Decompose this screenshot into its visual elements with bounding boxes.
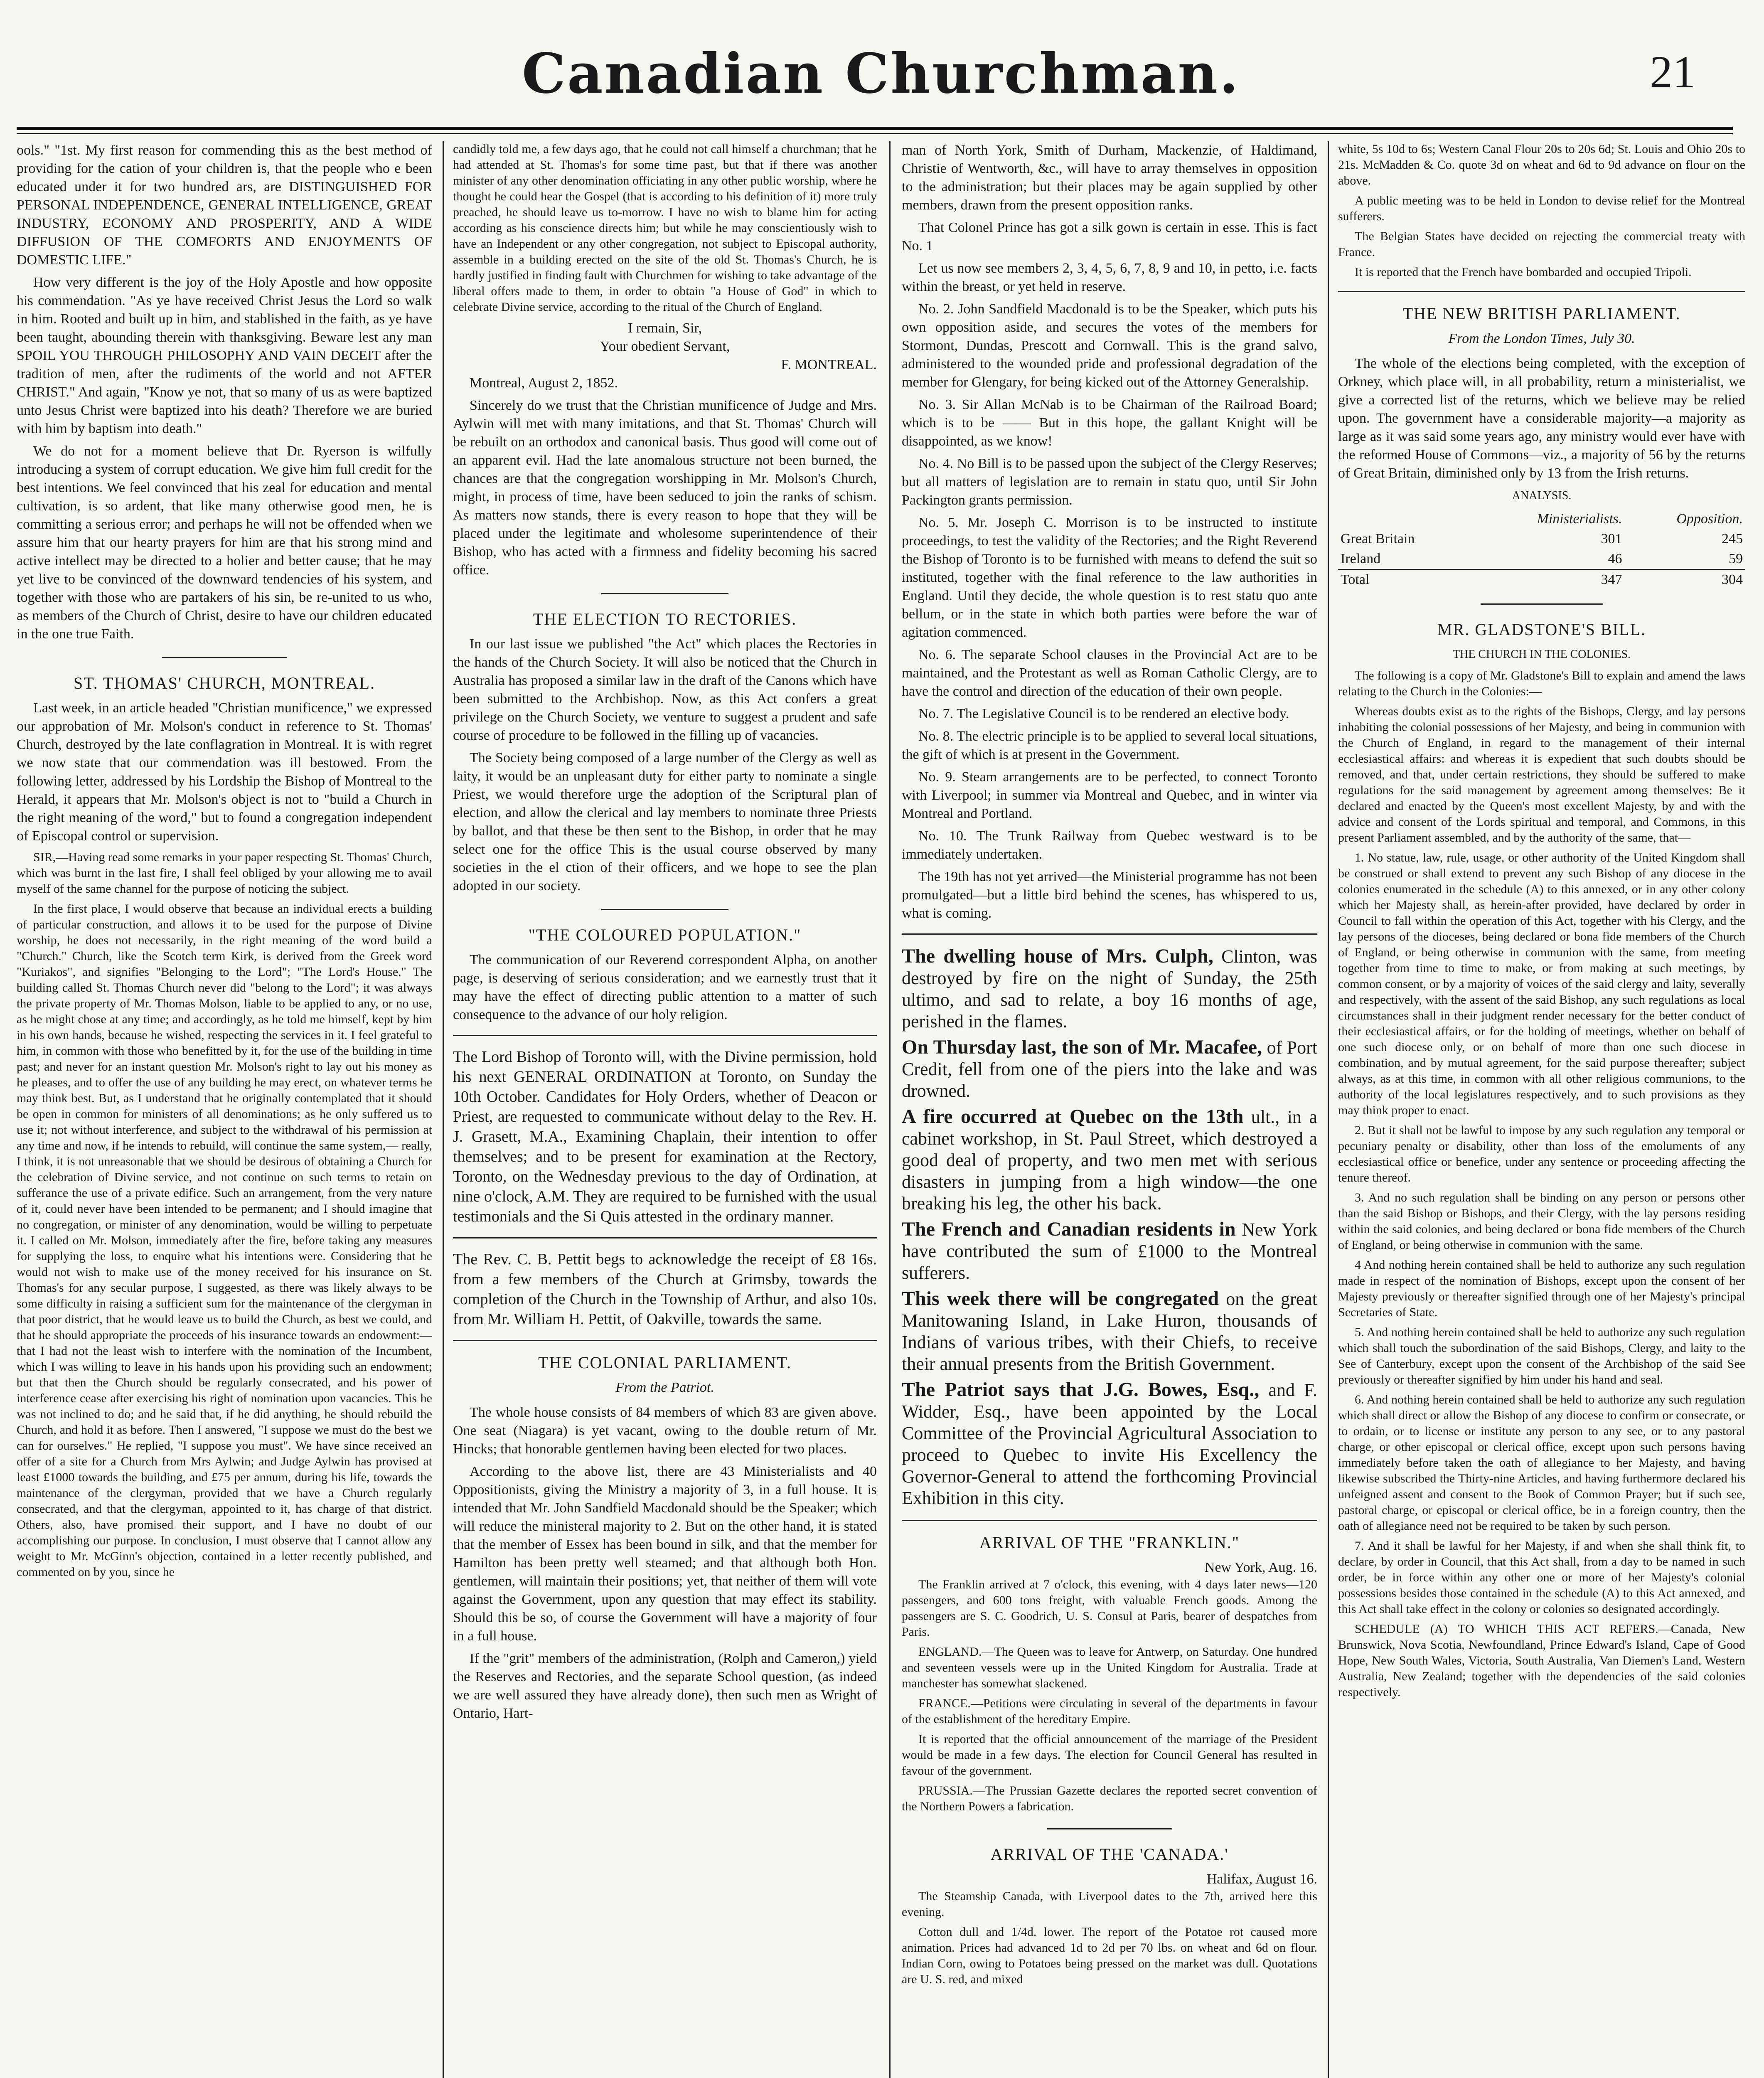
masthead-rule-thin [17,133,1733,134]
article-paragraph: No. 5. Mr. Joseph C. Morrison is to be instructed to institute proceedings, to test the validity of the Rectories; and the Right Reverend the Bishop of Toronto is to be furnished with means to defend the suit so instituted, together with the final reference to the law authorities in England. Until they decide, the whole question is to rest statu quo ante bellum, or in the state in which both parties were before the war of agitation commenced. [902,515,1317,640]
bill-paragraph: 4 And nothing herein contained shall be held to authorize any such regulation made in respect of the nomination of Bishops, except upon the consent of her Majesty previously or thereafter signified through one of her Majesty's principal Secretaries of State. [1338,1258,1745,1319]
letter-closing: Your obedient Servant, [600,339,730,354]
article-paragraph: man of North York, Smith of Durham, Mackenzie, of Haldimand, Christie of Wentworth, &c., will have to array themselves in opposition to the administration; but their places may be again supplied by other members, drawn from the present opposition ranks. [902,143,1317,213]
article-paragraph: In our last issue we published "the Act" which places the Rectories in the hands of the Church Society. It will also be noticed that the Church in Australia has proposed a similar law in the draft of the Canons which have been submitted to the Archbishop. Now, as this Act confers a great privilege on the Church Society, we venture to suggest a prudent and safe course of procedure to be followed in the filling up of vacancies. [453,636,877,743]
section-divider [902,1824,1317,1833]
article-paragraph: Sincerely do we trust that the Christian munificence of Judge and Mrs. Aylwin will met with many imitations, and that St. Thomas' Church will be rebuilt on an orthodox and canonical basis. Thus good will come out of an apparent evil. Had the late anomalous structure not been burned, the chances are that the congregation worshipping in Mr. Molson's Church, might, in process of time, have been seduced to join the ranks of schism. As matters now stands, there is every reason to hope that they will be placed under the legitimate and wholesome superintendence of their Bishop, who has acted with a firmness and fidelity becoming his sacred office. [453,398,877,578]
news-paragraph: white, 5s 10d to 6s; Western Canal Flour 20s to 20s 6d; St. Louis and Ohio 20s to 21s. McMadden & Co. quote 3d on wheat and 6d to 9d advance on flour on the above. [1338,142,1745,187]
news-item-lead: The dwelling house of Mrs. Culph, [902,945,1213,967]
section-rule [453,1237,877,1238]
news-item-lead: This week there will be congregated [902,1288,1219,1310]
news-item-text: New York have contributed the sum of £1000 to the Montreal sufferers. [902,1219,1317,1283]
article-heading: ARRIVAL OF THE "FRANKLIN." [979,1533,1240,1552]
article-paragraph: The 19th has not yet arrived—the Ministerial programme has not been promulgated—but a little bird behind the scenes, has whispered to us, what is coming. [902,869,1317,921]
news-item [902,1106,1317,1214]
column-4 [1338,141,1745,2078]
letter-dateline: Montreal, August 2, 1852. [470,375,618,391]
news-item [902,1379,1317,1509]
article-heading: THE COLONIAL PARLIAMENT. [538,1353,792,1372]
table-row [1338,569,1745,590]
article-subheading: THE CHURCH IN THE COLONIES. [1452,648,1631,661]
news-item [902,1288,1317,1375]
section-divider [1338,600,1745,608]
article-heading: THE ELECTION TO RECTORIES. [533,610,797,628]
dateline: Halifax, August 16. [1206,1871,1317,1887]
article-paragraph: No. 8. The electric principle is to be applied to several local situations, the gift of which is at present in the Government. [902,729,1317,762]
article-paragraph: No. 2. John Sandfield Macdonald is to be the Speaker, which puts his own opposition aside, and secures the votes of the members for Stormont, Dundas, Prescott and Cornwall. This is the grand salvo, administered to the wounded pride and professional degradation of the member for Glengary, for being kicked out of the Attorney Generalship. [902,301,1317,390]
article-heading: ST. THOMAS' CHURCH, MONTREAL. [73,674,375,692]
news-paragraph: It is reported that the official announcement of the marriage of the President would be made in a few days. The election for Council General has resulted in favour of the government. [902,1732,1317,1778]
article-paragraph: The Society being composed of a large number of the Clergy as well as laity, it would be an unpleasant duty for either party to nominate a single Priest, we would therefore urge the adoption of the Scriptural plan of election, and allow the clerical and lay members to nominate three Priests by ballot, and that these be then sent to the Bishop, in order that he may select one for the office This is the usual course observed by many societies in the el ction of their officers, and we hope to see the plan adopted in our society. [453,750,877,894]
table-cell: Total [1341,572,1370,587]
column-divider [443,141,444,2078]
news-item-text: on the great Manitowaning Island, in Lake Huron, thousands of Indians of various tribes, with their Chiefs, to receive their annual presents from the British Government. [902,1289,1317,1374]
news-paragraph: A public meeting was to be held in London to devise relief for the Montreal sufferers. [1338,194,1745,223]
table-cell: 245 [1722,531,1743,547]
bill-paragraph: 1. No statue, law, rule, usage, or other authority of the United Kingdom shall be construed or shall extend to prevent any such Bishop of any diocese in the colonies enumerated in the schedule (A) to this annexed, or in any other colony which her Majesty shall, as herein-after provided, have declared by order in Council to fall within the operation of this Act, together with his Clergy, and the lay persons of the dioceses, being declared or bona fide members of the Church of England, or being otherwise in communion with the same, from meeting together from time to time to make, or from making at such meetings, by common consent, or by a majority of voices of the said clergy and laity, severally and respectively, with the assent of the said Bishop, any such regulations as local circumstances shall in their judgment render necessary for the better conduct of their ecclesiastical affairs, or for the holding of meetings, whether on behalf of one such diocese only, or on behalf of more than one such diocese in combination, and by mutual agreement, for the said purpose thereafter; subject always, as at this time, in common with all other religious communions, to the authority of the local legislatures respectively, and to such provisions as they may think proper to enact. [1338,851,1745,1117]
article-paragraph: The whole house consists of 84 members of which 83 are given above. One seat (Niagara) is yet vacant, owing to the double return of Mr. Hincks; that honorable gentlemen having been elected for two places. [453,1405,877,1457]
section-rule [902,1520,1317,1521]
article-paragraph: Let us now see members 2, 3, 4, 5, 6, 7, 8, 9 and 10, in petto, i.e. facts within the breast, or yet held in reserve. [902,261,1317,294]
article-paragraph: How very different is the joy of the Holy Apostle and how opposite his commendation. "As ye have received Christ Jesus the Lord so walk in him. Rooted and built up in him, and stablished in the faith, as ye have been taught, abounding therein with thanksgiving. Beware lest any man SPOIL YOU THROUGH PHILOSOPHY AND VAIN DECEIT after the tradition of men, after the rudiments of the world and not AFTER CHRIST." And again, "Know ye not, that so many of us as were baptized unto Jesus Christ were baptized into his death? Therefore we are buried with him by baptism into death." [17,275,432,436]
article-paragraph: No. 4. No Bill is to be passed upon the subject of the Clergy Reserves; but all matters of legislation are to remain in statu quo, until Sir John Packington grants permission. [902,456,1317,508]
bill-paragraph: 3. And no such regulation shall be binding on any person or persons other than the said Bishop or Bishops, and their Clergy, with the lay persons residing within the said colonies, and being declared or bona fide members of the Church of England, or being otherwise in communion with the same. [1338,1191,1745,1252]
article-paragraph: Last week, in an article headed "Christian munificence," we expressed our approbation of Mr. Molson's conduct in reference to St. Thomas' Church, destroyed by the late conflagration in Montreal. It is with regret we now state that our commendation was ill bestowed. From the following letter, addressed by his Lordship the Bishop of Montreal to the Herald, it appears that Mr. Molson's object is not to "build a Church in the right meaning of the word," but to found a congregation independent of Episcopal control or supervision. [17,700,432,844]
section-rule [453,1340,877,1341]
news-item-text: of Port Credit, fell from one of the piers into the lake and was drowned. [902,1037,1317,1101]
section-rule [902,933,1317,935]
news-item-lead: The French and Canadian residents in [902,1218,1236,1240]
news-item-text: Clinton, was destroyed by fire on the night of Sunday, the 25th ultimo, and sad to relate, a boy 16 months of age, perished in the flames. [902,946,1317,1032]
news-item-lead: On Thursday last, the son of Mr. Macafee, [902,1036,1262,1058]
notice-paragraph: The Lord Bishop of Toronto will, with the Divine permission, hold his next GENERAL ORDINATION at Toronto, on Sunday the 10th October. Candidates for Holy Orders, whether of Deacon or Priest, are requested to communicate without delay to the Rev. H. J. Grasett, M.A., Examining Chaplain, their intention to offer themselves; and to be present for examination at the Rectory, Toronto, on the Wednesday previous to the day of Ordination, at nine o'clock, A.M. They are required to be furnished with the usual testimonials and the Si Quis attested in the ordinary manner. [453,1048,877,1225]
section-divider [453,589,877,598]
table-header: Ministerialists. [1537,511,1622,527]
news-paragraph: PRUSSIA.—The Prussian Gazette declares the reported secret convention of the Northern Powers a fabrication. [902,1784,1317,1813]
article-paragraph: According to the above list, there are 43 Ministerialists and 40 Oppositionists, giving the Ministry a majority of 3, in a full house. It is intended that Mr. John Sandfield Macdonald should be the Speaker; which will reduce the ministeral majority to 2. But on the other hand, it is stated that the member of Essex has been bound in silk, and that the member for Hamilton has been pretty well steamed; and that although both Hon. gentlemen, will maintain their positions; yet, that neither of them will vote against the Government, upon any question that may effect its stability. Should this be so, of course the Government will have a majority of four in a full house. [453,1464,877,1644]
column-1 [17,141,432,2078]
article-paragraph: No. 9. Steam arrangements are to be perfected, to connect Toronto with Liverpool; in summer via Montreal and Quebec, and in winter via Montreal and Portland. [902,769,1317,821]
table-cell: 347 [1601,572,1622,587]
article-paragraph: The communication of our Reverend correspondent Alpha, on another page, is deserving of serious consideration; and we earnestly trust that it may have the effect of directing public attention to a matter of such consequence to the advance of our holy religion. [453,952,877,1022]
letter-paragraph: In the first place, I would observe that because an individual erects a building of particular construction, and allows it to be used for the purpose of Divine worship, he does not necessarily, in the right meaning of the word build a "Church." Church, like the Scotch term Kirk, is derived from the Greek word "Kuriakos", and signifies "Belonging to the Lord"; "The Lord's House." The building called St. Thomas Church never did "belong to the Lord"; it was always the private property of Mr. Thomas Molson, liable to be applied to any, or no use, as he might chose at any time; and accordingly, as he told me himself, kept by him in his own hands, because he wished, respecting the services in it. I feel grateful to him, in common with those who benefitted by it, for the use of the building in time past; and never for an instant question Mr. Molson's right to lay out his money as he pleases, and to offer the use of any building he may erect, on whatever terms he may think best. But, as I understand that he originally contemplated that it should be open in common for ministers of all denominations; as he only suffered us to use it; not without interference, and subject to the withdrawal of his permission at any time and now, if he intends to rebuild, will continue the same system,— really, I think, it is not unreasonable that we should be desirous of obtaining a Church for the celebration of Divine service, and not continue on such terms to retain on sufferance the use of a private edifice. Such an arrangement, from the very nature of it, could never have been intended to be permanent; and I should imagine that no congregation, or minister of any denomination, would be willing to perpetuate it. I called on Mr. Molson, immediately after the fire, before taking any measures for supplying the loss, to enquire what his intentions were. Considering that he would not wish to make use of the money received for his insurance on St. Thomas's for any secular purpose, I suggested, as there was likely always to be some difficulty in raising a sufficient sum for the maintenance of the clergyman in that poor district, that he would leave us to build the Church, as best we could, and that he should appropriate the proceeds of his insurance towards an endowment:—that I had not the least wish to interfere with the nomination of the Incumbent, which I was willing to leave in his hands upon his providing such an endowment; but that then the Church should be regularly consecrated, and his power of interference cease after exercising his right of nomination upon vacancies. This he was not inclined to do; and he said that, if he did anything, he should rebuild the Church, and hold it as before. Then I answered, "I suppose we must do the best we can for ourselves." He replied, "I suppose you must". We have since received an offer of a site for a Church from Mrs Aylwin; and Judge Aylwin has provised at least £1000 towards the building, and £75 per annum, during his life, towards the maintenance of the clergyman, provided that we have a Church regularly consecrated, and that the clergyman, appointed to it, has charge of that district. Others, also, have promised their support, and I have no doubt of our accomplishing our purpose. In conclusion, I must observe that I cannot allow any weight to Mr. McGinn's objection, contained in a letter recently published, and commented on by you, since he [17,902,432,1579]
news-item [902,945,1317,1032]
table-cell: 46 [1608,551,1622,566]
analysis-title: ANALYSIS. [1512,489,1572,502]
masthead-rule [17,127,1733,130]
column-2 [453,141,877,2078]
news-item-lead: A fire occurred at Quebec on the 13th [902,1105,1244,1128]
bill-paragraph: 7. And it shall be lawful for her Majesty, if and when she shall think fit, to declare, by order in Council, that this Act shall, from a day to be named in such order, be in force within any other one or more of her Majesty's colonial possessions besides those contained in the schedule (A) to this Act annexed, and this Act shall take effect in the colony or colonies so designated accordingly. [1338,1539,1745,1616]
column-3 [902,141,1317,2078]
article-paragraph: We do not for a moment believe that Dr. Ryerson is wilfully introducing a system of corrupt education. We give him full credit for the best intentions. We feel convinced that his zeal for education and mental cultivation, is so ardent, that like many otherwise good men, he is committing a serious error; and perhaps he will not be offended when we assure him that our hearty prayers for him are that his strong mind and active intellect may be directed to a holier and better cause; that he may yet live to be convinced of the downward tendencies of his system, and together with those who are partakers of his sin, be re-united to us who, as members of the Church of Christ, desire to have our children educated in the one true Faith. [17,443,432,642]
page-number: 21 [1650,47,1695,97]
article-heading: MR. GLADSTONE'S BILL. [1437,620,1646,639]
table-cell: 59 [1729,551,1743,566]
letter-paragraph: candidly told me, a few days ago, that he could not call himself a churchman; that he had attended at St. Thomas's for some time past, but that if there was another minister of any other denomination officiating in any other public worship, where he thought he could hear the Gospel (that is according to his definition of it) more truly preached, he should leave us to-morrow. I have no wish to blame him for acting according as his conscience directs him; but while he may conscientiously wish to have an Independent or any other congregation, not subject to Episcopal authority, assemble in a building erected on the site of the old St. Thomas's Church, he is hardly justified in finding fault with Churchmen for wishing to take advantage of the liberal offers made to them, in order to obtain "a House of God" in which to celebrate Divine service, according to the ritual of the Church of England. [453,142,877,314]
news-paragraph: The Franklin arrived at 7 o'clock, this evening, with 4 days later news—120 passengers, and 600 tons freight, with valuable French goods. Among the passengers are S. C. Goodrich, U. S. Consul at Paris, bearer of despatches from Paris. [902,1578,1317,1639]
article-paragraph: That Colonel Prince has got a silk gown is certain in esse. This is fact No. 1 [902,220,1317,254]
news-paragraph: It is reported that the French have bombarded and occupied Tripoli. [1355,265,1692,279]
letter-closing: I remain, Sir, [627,320,702,336]
bill-paragraph: Whereas doubts exist as to the rights of the Bishops, Clergy, and lay persons inhabiting the colonial possessions of her Majesty, and being in communion with the Church of England, in regard to the management of their internal ecclesiastical affairs: and whereas it is expedient that such doubts should be removed, and that, under certain restrictions, they should be suffered to make regulations for the said management by agreement among themselves: Be it declared and enacted by the Queen's most excellent Majesty, by and with the advice and consent of the Lords spiritual and temporal, and Commons, in this present Parliament assembled, and by the authority of the same, that— [1338,704,1745,844]
article-heading: "THE COLOURED POPULATION." [528,926,802,944]
news-paragraph: The Belgian States have decided on rejecting the commercial treaty with France. [1338,229,1745,259]
bill-paragraph: 6. And nothing herein contained shall be held to authorize any such regulation which shall direct or allow the Bishop of any diocese to confirm or consecrate, or to ordain, or to license or institute any person to any see, or to any pastoral charge, or other episcopal or clerical office, except upon such persons having immediately before taken the oath of allegiance to her Majesty, and having likewise subscribed the Thirty-nine Articles, and having furthermore declared his unfeigned assent and consent to the Book of Common Prayer; but if such see, pastoral charge, or episcopal or clerical office, be in a foreign country, then the oath of allegiance need not be required to be taken by such person. [1338,1393,1745,1533]
letter-paragraph: SIR,—Having read some remarks in your paper respecting St. Thomas' Church, which was burnt in the last fire, I shall feel obliged by your allowing me to avail myself of the same channel for the purpose of noticing the subject. [17,850,432,896]
column-divider [889,141,891,2078]
newspaper-title: Canadian Churchman. [522,42,1240,106]
article-source: From the Patriot. [615,1380,714,1395]
article-paragraph: No. 10. The Trunk Railway from Quebec westward is to be immediately undertaken. [902,828,1317,862]
news-item [902,1219,1317,1284]
table-cell: 304 [1722,572,1743,587]
section-divider [17,653,432,662]
column-divider [1328,141,1329,2078]
article-paragraph: No. 3. Sir Allan McNab is to be Chairman of the Railroad Board; which is to be —— But in this hope, the gallant Knight will be disappointed, as we know! [902,397,1317,449]
news-paragraph: ENGLAND.—The Queen was to leave for Antwerp, on Saturday. One hundred and seventeen vessels were up in the United Kingdom for Australia. Trade at manchester has somewhat slackened. [902,1645,1317,1690]
bill-paragraph: SCHEDULE (A) TO WHICH THIS ACT REFERS.—Canada, New Brunswick, Nova Scotia, Newfoundland, Prince Edward's Island, Cape of Good Hope, New South Wales, Victoria, South Australia, Van Diemen's Land, Western Australia, New Zealand; together with the dependencies of the said colonies respectively. [1338,1622,1745,1699]
article-paragraph: No. 6. The separate School clauses in the Provincial Act are to be maintained, and the Protestant as well as Roman Catholic Clergy, are to have the control and direction of the education of their own people. [902,647,1317,699]
letter-signature: F. MONTREAL. [781,357,877,372]
table-row [1338,529,1745,549]
section-divider [453,905,877,913]
article-heading: ARRIVAL OF THE 'CANADA.' [990,1845,1229,1864]
news-paragraph: Cotton dull and 1/4d. lower. The report of the Potatoe rot caused more animation. Prices had advanced 1d to 2d per 70 lbs. on wheat and 6d on flour. Indian Corn, owing to Potatoes being pressed on the market was dull. Quotations are U. S. red, and mixed [902,1925,1317,1986]
news-item-text: ult., in a cabinet workshop, in St. Paul Street, which destroyed a good deal of property, and two men met with serious disasters in jumping from a high window—the one breaking his leg, the other his back. [902,1107,1317,1214]
article-paragraph: If the "grit" members of the administration, (Rolph and Cameron,) yield the Reserves and Rectories, and the separate School question, (as indeed we are well assured they have already done), then such men as Wright of Ontario, Hart- [453,1651,877,1721]
news-paragraph: FRANCE.—Petitions were circulating in several of the departments in favour of the establishment of the hereditary Empire. [902,1696,1317,1726]
section-rule [1338,291,1745,292]
table-cell: Great Britain [1341,531,1415,547]
analysis-table [1338,509,1745,590]
table-header: Opposition. [1676,511,1743,527]
article-source: From the London Times, July 30. [1448,331,1635,346]
section-rule [453,1035,877,1036]
article-heading: THE NEW BRITISH PARLIAMENT. [1402,304,1681,323]
article-paragraph: No. 7. The Legislative Council is to be rendered an elective body. [918,706,1289,721]
table-header-row [1338,509,1745,529]
table-cell: Ireland [1341,551,1381,566]
news-item-text: and F. Widder, Esq., have been appointed by the Local Committee of the Provincial Agricultural Association to proceed to Quebec to invite His Excellency the Governor-General to attend the forthcoming Provincial Exhibition in this city. [902,1380,1317,1508]
notice-paragraph: The Rev. C. B. Pettit begs to acknowledge the receipt of £8 16s. from a few members of the Church at Grimsby, towards the completion of the Church in the Township of Arthur, and also 10s. from Mr. William H. Pettit, of Oakville, towards the same. [453,1251,877,1328]
article-paragraph: The whole of the elections being completed, with the exception of Orkney, which place will, in all probability, return a ministerialist, we give a corrected list of the returns, which we believe may be relied upon. The government have a considerable majority—a majority as large as it was said some years ago, any ministry would ever have with the reformed House of Commons—viz., a majority of 56 by the returns of Great Britain, diminished only by 13 from the Irish returns. [1338,356,1745,481]
table-cell: 301 [1601,531,1622,547]
table-row [1338,549,1745,569]
dateline: New York, Aug. 16. [1204,1560,1317,1575]
bill-paragraph: The following is a copy of Mr. Gladstone's Bill to explain and amend the laws relating to the Church in the Colonies:— [1338,669,1745,698]
masthead [66,33,1695,108]
bill-paragraph: 5. And nothing herein contained shall be held to authorize any such regulation which shall touch the subordination of the said Bishops, Clergy, and laity to the See of Canterbury, except upon the consent of the Archbishop of the said See previously or thereafter signified by him under his hand and seal. [1338,1325,1745,1386]
news-item-lead: The Patriot says that J.G. Bowes, Esq., [902,1379,1260,1401]
bill-paragraph: 2. But it shall not be lawful to impose by any such regulation any temporal or pecuniary penalty or disability, other than loss of the emoluments of any ecclesiastical office or benefice, under any sentence or proceeding affecting the tenure thereof. [1338,1123,1745,1184]
news-paragraph: The Steamship Canada, with Liverpool dates to the 7th, arrived here this evening. [902,1889,1317,1919]
article-paragraph: ools." "1st. My first reason for commending this as the best method of providing for the cation of your children is, that the people who e been educated under it for two hundred ars, are DISTINGUISHED FOR PERSONAL INDEPENDENCE, GENERAL INTELLIGENCE, GREAT INDUSTRY, ECONOMY AND PROSPERITY, AND A WIDE DIFFUSION OF THE COMFORTS AND ENJOYMENTS OF DOMESTIC LIFE." [17,143,432,268]
news-item [902,1037,1317,1102]
